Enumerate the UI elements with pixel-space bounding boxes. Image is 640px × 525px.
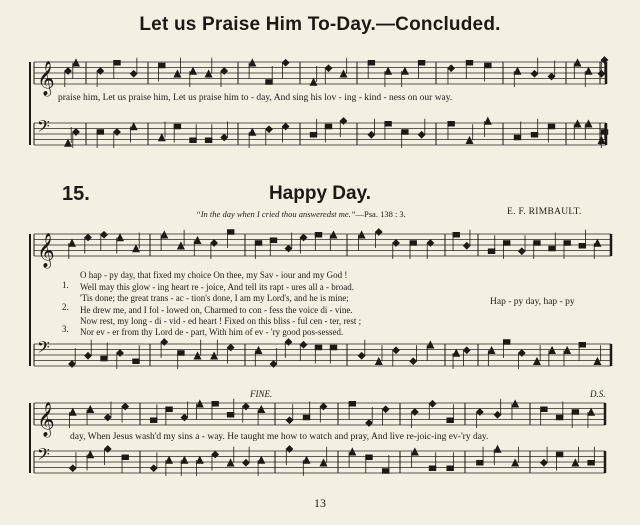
clef-symbols <box>37 61 55 468</box>
svg-text:𝄞: 𝄞 <box>37 61 55 96</box>
verse-3-line-2: Nor ev - er from thy Lord de - part, With him of ev - 'ry good pos-sessed. <box>80 327 344 337</box>
scripture-reference: —Psa. 138 : 3. <box>355 209 406 219</box>
hymn-number: 15. <box>62 183 90 205</box>
verse-1-line-1: O hap - py day, that fixed my choice On thee, my Sav - iour and my God ! <box>80 270 348 280</box>
final-lyric-line: day, When Jesus wash'd my sins a - way. He taught me how to watch and pray, And live re-joic-ing ev-'ry day. <box>70 432 489 442</box>
verse-number-2: 2. <box>62 302 69 312</box>
svg-text:𝄞: 𝄞 <box>37 402 55 437</box>
staff-lines <box>34 62 611 473</box>
verse-2-line-1: 'Tis done; the great trans - ac - tion's done, I am my Lord's, and he is mine; <box>80 293 349 303</box>
concluded-lyric-line: praise him, Let us praise him, Let us praise him to - day, And sing his lov - ing - kind - ness on our way. <box>58 93 453 103</box>
verse-number-1: 1. <box>62 280 69 290</box>
page-heading: Let us Praise Him To-Day.—Concluded. <box>139 14 501 35</box>
refrain-start: Hap - py day, hap - py <box>490 297 575 307</box>
svg-text:𝄞: 𝄞 <box>37 233 55 268</box>
verse-2-line-2: He drew me, and I fol - lowed on, Charmed to con - fess the voice di - vine. <box>80 305 353 315</box>
hymn-title: Happy Day. <box>268 183 372 204</box>
svg-text:𝄢: 𝄢 <box>37 116 50 140</box>
svg-text:𝄢: 𝄢 <box>37 337 50 361</box>
fine-marking: FINE. <box>250 389 273 399</box>
svg-text:𝄢: 𝄢 <box>37 444 50 468</box>
page-number: 13 <box>314 496 326 510</box>
verse-1-line-2: Well may this glow - ing heart re - joice, And tell its rapt - ures all a - broad. <box>80 282 354 292</box>
verse-3-line-1: Now rest, my long - di - vid - ed heart ! Fixed on this bliss - ful cen - ter, rest ; <box>80 316 362 326</box>
scripture-quote-text: “In the day when I cried thou answeredst me.” <box>196 209 356 219</box>
note-heads <box>65 57 608 476</box>
verse-number-3: 3. <box>62 324 69 334</box>
ds-marking: D.S. <box>590 389 606 399</box>
composer-credit: E. F. RIMBAULT. <box>507 207 582 217</box>
